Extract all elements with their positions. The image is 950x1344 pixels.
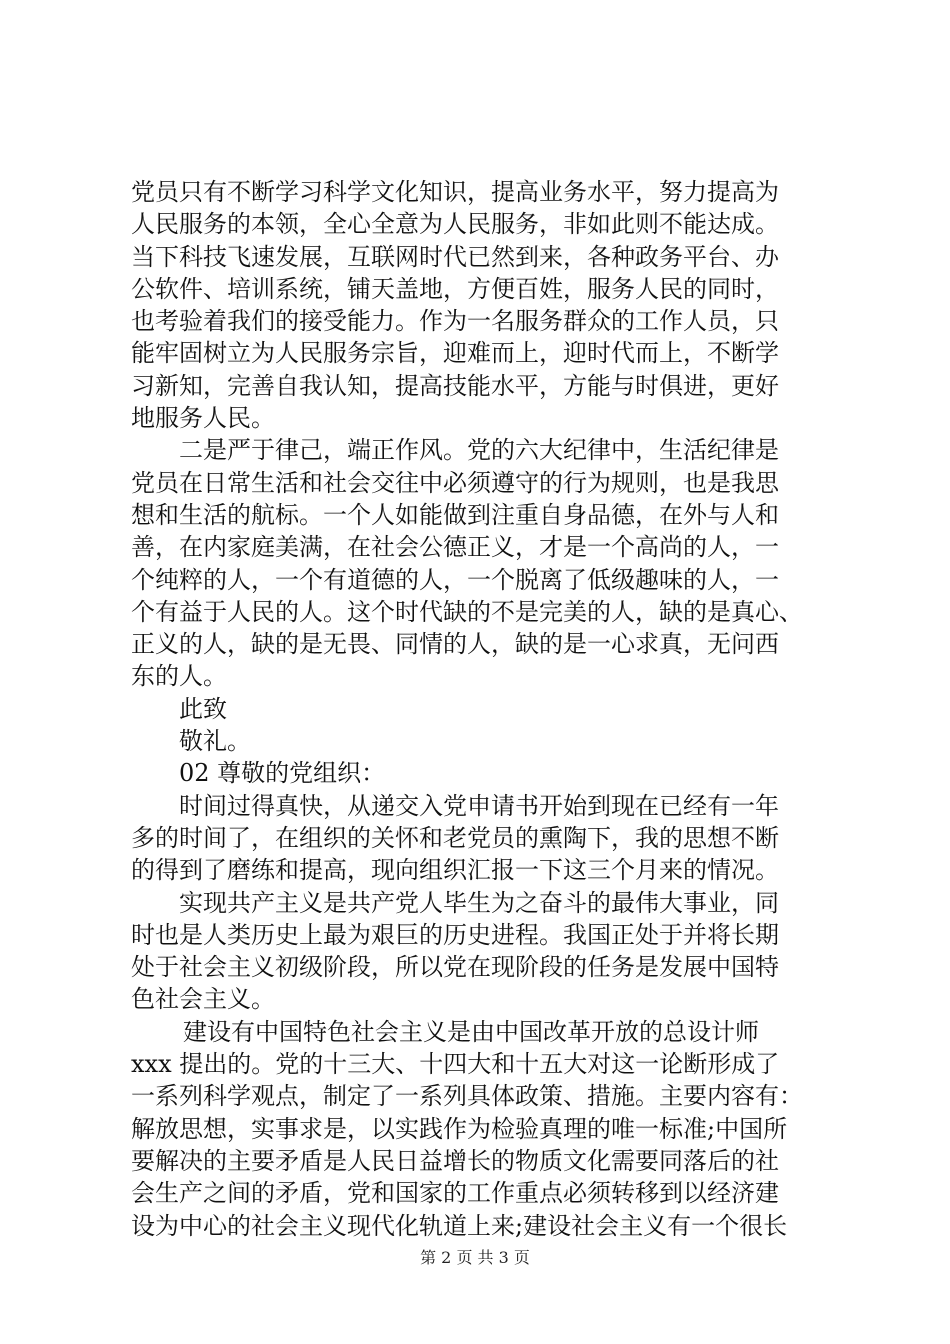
document-body: [131, 176, 831, 1242]
text-line: 解放思想，实事求是，以实践作为检验真理的唯一标准;中国所: [131, 1114, 788, 1143]
text-line: 建设有中国特色社会主义是由中国改革开放的总设计师: [183, 1017, 759, 1046]
text-line: 会生产之间的矛盾，党和国家的工作重点必须转移到以经济建: [131, 1179, 779, 1208]
text-line: 想和生活的航标。一个人如能做到注重自身品德，在外与人和: [131, 500, 779, 529]
page-number-footer: 第 2 页 共 3 页: [420, 1248, 530, 1267]
text-line: 色社会主义。: [131, 985, 275, 1014]
text-line: 多的时间了，在组织的关怀和老党员的熏陶下，我的思想不断: [131, 823, 779, 852]
text-line: 党员只有不断学习科学文化知识，提高业务水平，努力提高为: [131, 178, 779, 206]
text-line: 时间过得真快，从递交入党申请书开始到现在已经有一年: [179, 791, 779, 820]
text-line: 公软件、培训系统，铺天盖地，方便百姓，服务人民的同时，: [131, 274, 779, 303]
text-line: 实现共产主义是共产党人毕生为之奋斗的最伟大事业，同: [179, 888, 779, 917]
text-line: 地服务人民。: [131, 404, 275, 433]
text-line: 能牢固树立为人民服务宗旨，迎难而上，迎时代而上，不断学: [131, 339, 779, 368]
text-line: 处于社会主义初级阶段，所以党在现阶段的任务是发展中国特: [131, 953, 779, 982]
text-line: 个有益于人民的人。这个时代缺的不是完美的人，缺的是真心、: [131, 597, 803, 626]
text-line: 的得到了磨练和提高，现向组织汇报一下这三个月来的情况。: [131, 856, 779, 885]
text-line: 党员在日常生活和社会交往中必须遵守的行为规则，也是我思: [131, 468, 779, 497]
text-line: 一系列科学观点，制定了一系列具体政策、措施。主要内容有：: [131, 1082, 803, 1111]
text-line: 习新知，完善自我认知，提高技能水平，方能与时俱进，更好: [131, 371, 779, 400]
closing-line: 敬礼。: [179, 727, 251, 756]
text-line: 善，在内家庭美满，在社会公德正义，才是一个高尚的人，一: [131, 533, 779, 562]
text-line: xxx 提出的。党的十三大、十四大和十五大对这一论断形成了: [131, 1050, 780, 1079]
section-heading: 02 尊敬的党组织：: [179, 759, 386, 788]
text-line: 二是严于律己，端正作风。党的六大纪律中，生活纪律是: [179, 436, 779, 465]
closing-line: 此致: [179, 694, 227, 723]
text-line: 东的人。: [131, 662, 227, 691]
text-line: 正义的人，缺的是无畏、同情的人，缺的是一心求真，无问西: [131, 630, 779, 659]
text-line: 人民服务的本领，全心全意为人民服务，非如此则不能达成。: [131, 210, 779, 239]
text-line: 当下科技飞速发展，互联网时代已然到来，各种政务平台、办: [131, 242, 779, 271]
text-line: 设为中心的社会主义现代化轨道上来;建设社会主义有一个很长: [131, 1211, 788, 1240]
text-line: 个纯粹的人，一个有道德的人，一个脱离了低级趣味的人，一: [131, 565, 779, 594]
text-line: 也考验着我们的接受能力。作为一名服务群众的工作人员，只: [131, 307, 779, 336]
text-line: 时也是人类历史上最为艰巨的历史进程。我国正处于并将长期: [131, 920, 779, 949]
text-line: 要解决的主要矛盾是人民日益增长的物质文化需要同落后的社: [131, 1146, 779, 1175]
